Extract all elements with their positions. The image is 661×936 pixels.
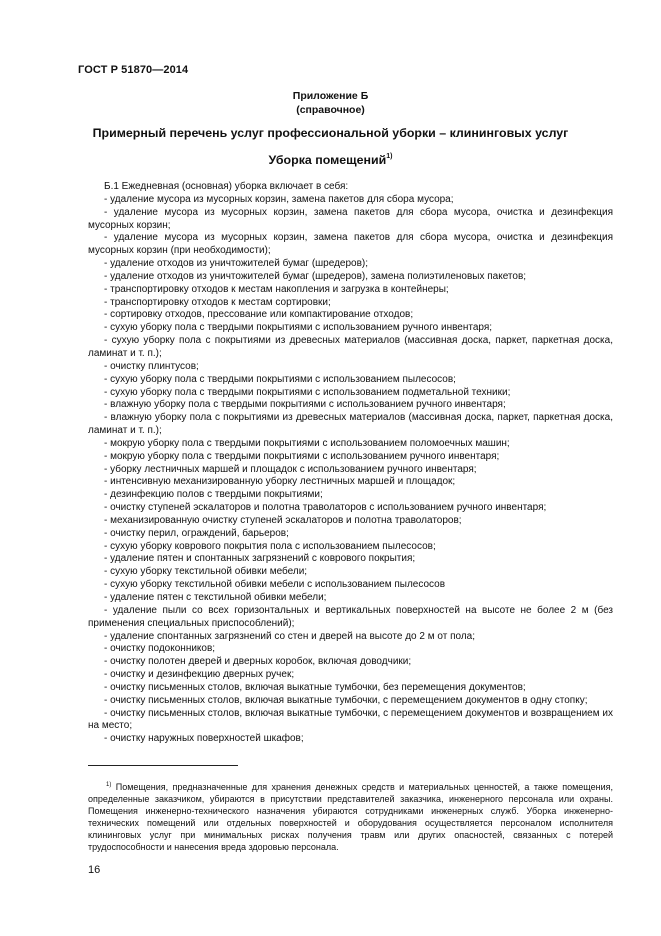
list-item: - уборку лестничных маршей и площадок с использованием ручного инвентаря; — [104, 463, 477, 475]
list-item: - очистку письменных столов, включая выкатные тумбочки, с перемещением документов в одну стопку; — [104, 694, 588, 706]
list-item: - очистку перил, ограждений, барьеров; — [104, 527, 289, 539]
list-item: - очистку подоконников; — [104, 643, 216, 655]
list-item: - очистку ступеней эскалаторов и полотна траволаторов с использованием ручного инвентаря; — [104, 502, 547, 514]
section-title — [0, 153, 661, 167]
section-title-text: Уборка помещений — [268, 153, 387, 167]
list-item: - удаление мусора из мусорных корзин, замена пакетов для сбора мусора; — [104, 193, 454, 205]
list-item: - удаление пятен с текстильной обивки мебели; — [104, 592, 327, 603]
list-item: - удаление спонтанных загрязнений со стен и дверей на высоте до 2 м от пола; — [104, 630, 476, 642]
list-item: - очистку наружных поверхностей шкафов; — [104, 733, 304, 745]
list-item: - транспортировку отходов к местам накопления и загрузка в контейнеры; — [104, 283, 449, 295]
footnote — [88, 779, 613, 853]
list-item: - удаление мусора из мусорных корзин, замена пакетов для сбора мусора, очистка и дезинфекция мусорных корзин; — [88, 206, 613, 231]
standard-header: ГОСТ Р 51870—2014 — [78, 64, 189, 76]
list-item: - интенсивную механизированную уборку лестничных маршей и площадок; — [104, 476, 456, 488]
list-item: - удаление отходов из уничтожителей бумаг (шредеров), замена полиэтиленовых пакетов; — [104, 270, 527, 282]
footnote-mark: 1) — [106, 782, 112, 788]
body-text — [88, 181, 613, 746]
list-item: - сухую уборку пола с покрытиями из древесных материалов (массивная доска, паркет, паркетная доска, ламинат и т. п.); — [88, 335, 613, 359]
list-item: - сухую уборку пола с твердыми покрытиями с использованием подметальной техники; — [104, 386, 511, 398]
footnote-text: Помещения, предназначенные для хранения денежных средств и материальных ценностей, а также помещения, определенные заказчиком, убираются в присутствии представителей заказчика, инженерного персонала или охраны. Помещения инженерно-технического назначения убираются сотрудниками инженерных служб. Уборка инженерно-технических помещений или отдельных поверхностей и оборудования осуществляется персоналом исполнителя клининговых услуг при минимальных рисках получения травм или других опасностей, связанных с потерей трудоспособности и нанесения вреда здоровью персонала. — [88, 782, 613, 853]
list-item: - очистку и дезинфекцию дверных ручек; — [104, 669, 295, 681]
list-item: - удаление пятен и спонтанных загрязнений с коврового покрытия; — [104, 553, 416, 565]
list-item: - очистку полотен дверей и дверных коробок, включая доводчики; — [104, 656, 412, 668]
list-item: - механизированную очистку ступеней эскалаторов и полотна траволаторов; — [104, 514, 462, 526]
appendix-title: Приложение Б — [292, 90, 369, 102]
list-item: - дезинфекцию полов с твердыми покрытиями; — [104, 489, 323, 501]
list-item: - очистку письменных столов, включая выкатные тумбочки, без перемещения документов; — [104, 681, 526, 693]
main-title: Примерный перечень услуг профессиональной уборки – клининговых услуг — [92, 126, 569, 140]
list-item: - сухую уборку пола с твердыми покрытиями с использованием пылесосов; — [104, 373, 456, 385]
list-item: - транспортировку отходов к местам сортировки; — [104, 296, 331, 308]
list-item: - мокрую уборку пола с твердыми покрытиями с использованием поломоечных машин; — [104, 437, 510, 449]
list-item: - удаление мусора из мусорных корзин, замена пакетов для сбора мусора, очистка и дезинфекция мусорных корзин (при необходимости); — [88, 232, 613, 257]
list-item: - сухую уборку текстильной обивки мебели с использованием пылесосов — [104, 579, 446, 591]
list-item: - сухую уборку коврового покрытия пола с использованием пылесосов; — [104, 540, 436, 552]
list-item: - мокрую уборку пола с твердыми покрытиями с использованием ручного инвентаря; — [104, 450, 500, 462]
list-item: - влажную уборку пола с покрытиями из древесных материалов (массивная доска, паркет, паркетная доска, ламинат и т. п.); — [88, 412, 613, 437]
page-number: 16 — [88, 864, 101, 876]
footnote-reference: 1) — [386, 152, 393, 160]
list-item: - сухую уборку пола с твердыми покрытиями с использованием ручного инвентаря; — [104, 322, 493, 334]
list-item: - удаление пыли со всех горизонтальных и вертикальных поверхностей на высоте не более 2 м (без применения специальных приспособлений); — [88, 604, 613, 629]
appendix-note: (справочное) — [296, 104, 365, 116]
list-item: - очистку письменных столов, включая выкатные тумбочки, с перемещением документов и возвращением их на место; — [88, 707, 613, 732]
list-item: - влажную уборку пола с твердыми покрытиями с использованием ручного инвентаря; — [104, 399, 506, 411]
list-item: - удаление отходов из уничтожителей бумаг (шредеров); — [104, 258, 369, 270]
list-item: Б.1 Ежедневная (основная) уборка включает в себя: — [104, 181, 349, 192]
list-item: - сухую уборку текстильной обивки мебели; — [104, 566, 308, 578]
list-item: - сортировку отходов, прессование или компактирование отходов; — [104, 309, 414, 321]
list-item: - очистку плинтусов; — [104, 360, 199, 372]
footnote-divider — [88, 765, 238, 766]
